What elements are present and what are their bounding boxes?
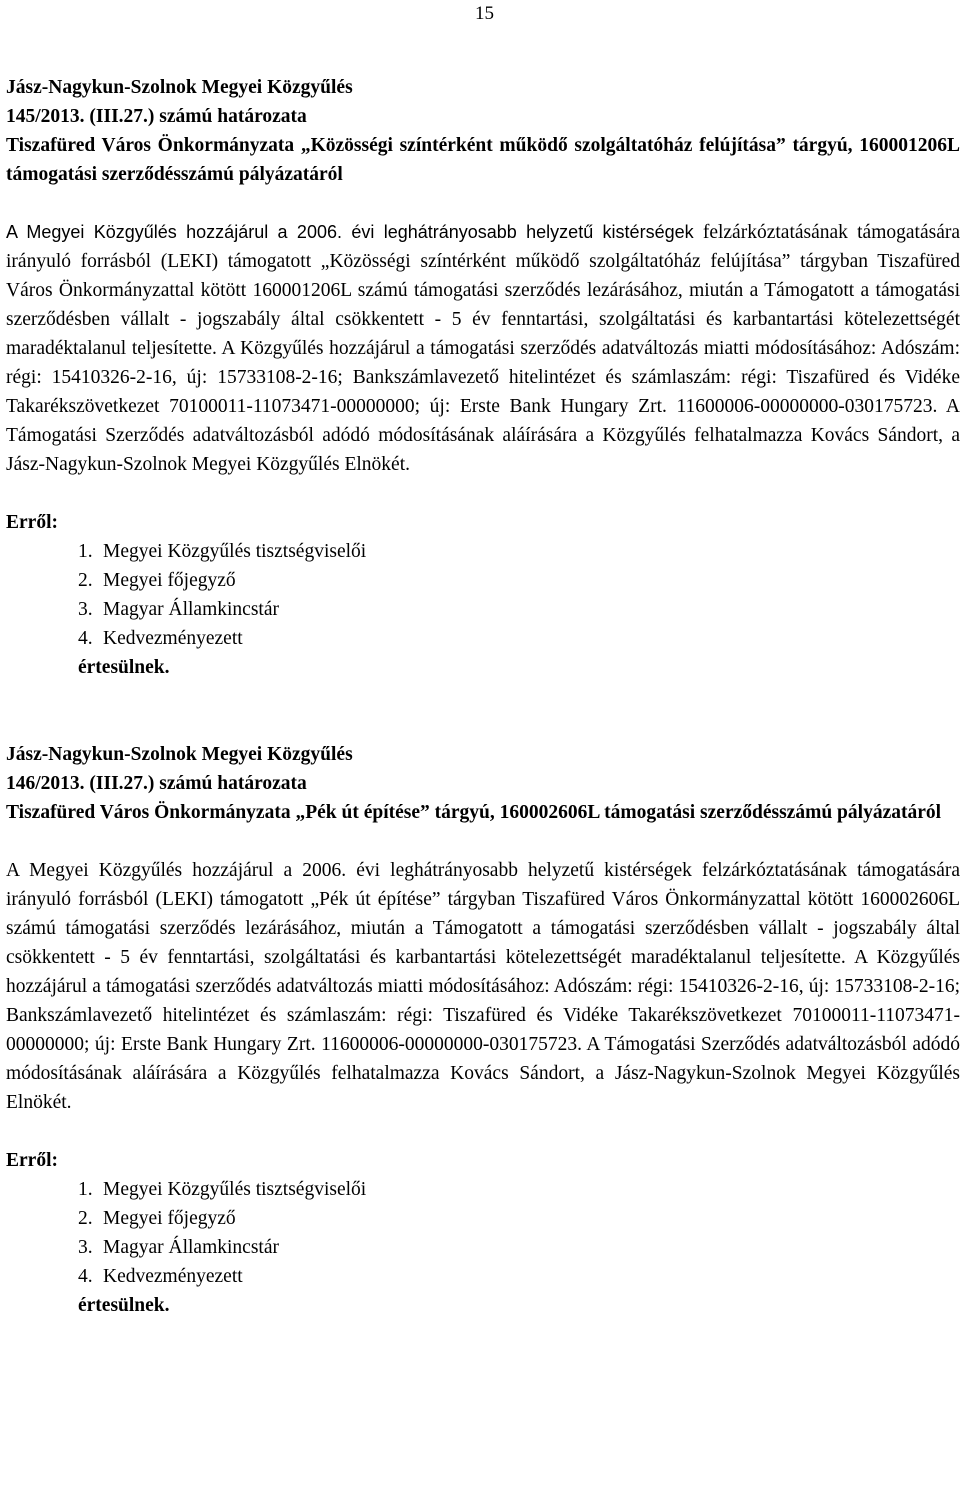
recipient-item (78, 595, 960, 624)
recipient-item (78, 566, 960, 595)
resolution-issuer: Jász-Nagykun-Szolnok Megyei Közgyűlés (6, 77, 353, 98)
resolution-body-rest: A Megyei Közgyűlés hozzájárul a 2006. évi leghátrányosabb helyzetű kistérségek felzárkóztatásának támogatására irányuló forrásból (LEKI) támogatott „Pék út építése” tárgyban Tiszafüred Város Önkormányzattal kötött 160002606L számú támogatási szerződés lezárásához, miután a Támogatott a támogatási szerződésben vállalt - jogszabály által csökkentett - 5 év fenntartási, szolgáltatási és karbantartási kötelezettségét maradéktalanul teljesítette. A Közgyűlés hozzájárul a támogatási szerződés adatváltozás miatti módosításához: Adószám: régi: 15410326-2-16, új: 15733108-2-16; Bankszámlavezető hitelintézet és számlaszám: régi: Tiszafüred és Vidéke Takarékszövetkezet 70100011-11073471-00000000; új: Erste Bank Hungary Zrt. 11600006-00000000-030175723. A Támogatási Szerződés adatváltozásból adódó módosításának aláírására a Közgyűlés felhatalmazza Kovács Sándort, a Jász-Nagykun-Szolnok Megyei Közgyűlés Elnökét. (6, 860, 960, 1113)
recipient-name: Megyei Közgyűlés tisztségviselői (103, 541, 367, 562)
recipient-number: 2. (78, 1208, 93, 1229)
recipient-list (6, 537, 960, 653)
errol-label: Erről: (6, 1150, 58, 1171)
recipient-number: 4. (78, 628, 93, 649)
resolution-body (6, 218, 960, 479)
document-content (6, 73, 960, 1320)
recipient-name: Magyar Államkincstár (103, 599, 279, 620)
resolution-body-rest: felzárkóztatásának támogatására irányuló forrásból (LEKI) támogatott „Közösségi színtérként működő szolgáltatóház felújítása” tárgyban Tiszafüred Város Önkormányzattal kötött 160001206L számú támogatási szerződés lezárásához, miután a Támogatott a támogatási szerződésben vállalt - jogszabály által csökkentett - 5 év fenntartási, szolgáltatási és karbantartási kötelezettségét maradéktalanul teljesítette. A Közgyűlés hozzájárul a támogatási szerződés adatváltozás miatti módosításához: Adószám: régi: 15410326-2-16, új: 15733108-2-16; Bankszámlavezető hitelintézet és számlaszám: régi: Tiszafüred és Vidéke Takarékszövetkezet 70100011-11073471-00000000; új: Erste Bank Hungary Zrt. 11600006-00000000-030175723. A Támogatási Szerződés adatváltozásból adódó módosításának aláírására a Közgyűlés felhatalmazza Kovács Sándort, a Jász-Nagykun-Szolnok Megyei Közgyűlés Elnökét. (6, 222, 960, 475)
recipient-number: 3. (78, 599, 93, 620)
recipient-item (78, 624, 960, 653)
errol-label: Erről: (6, 512, 58, 533)
section-divider-space (6, 682, 960, 740)
recipient-name: Megyei főjegyző (103, 570, 236, 591)
resolution-body (6, 856, 960, 1117)
recipient-item (78, 1204, 960, 1233)
resolution-issuer: Jász-Nagykun-Szolnok Megyei Közgyűlés (6, 744, 353, 765)
recipient-number: 2. (78, 570, 93, 591)
resolution-number: 146/2013. (III.27.) számú határozata (6, 773, 307, 794)
recipient-item (78, 1233, 960, 1262)
recipient-number: 3. (78, 1237, 93, 1258)
recipient-number: 1. (78, 541, 93, 562)
recipient-item (78, 537, 960, 566)
recipient-number: 1. (78, 1179, 93, 1200)
resolution-145 (6, 73, 960, 682)
recipient-number: 4. (78, 1266, 93, 1287)
recipient-name: Kedvezményezett (103, 1266, 243, 1287)
resolution-146 (6, 740, 960, 1320)
notify-label: értesülnek. (78, 657, 170, 678)
page-number: 15 (475, 3, 494, 24)
recipient-name: Kedvezményezett (103, 628, 243, 649)
resolution-subject: Tiszafüred Város Önkormányzata „Közösségi színtérként működő szolgáltatóház felújítása” tárgyú, 160001206L támogatási szerződésszámú pályázatáról (6, 135, 960, 185)
resolution-body-lead: A Megyei Közgyűlés hozzájárul a 2006. évi leghátrányosabb helyzetű kistérségek (6, 222, 694, 242)
resolution-subject: Tiszafüred Város Önkormányzata „Pék út építése” tárgyú, 160002606L támogatási szerződésszámú pályázatáról (6, 802, 942, 823)
recipient-list (6, 1175, 960, 1291)
recipient-item (78, 1262, 960, 1291)
notify-label: értesülnek. (78, 1295, 170, 1316)
recipient-name: Megyei Közgyűlés tisztségviselői (103, 1179, 367, 1200)
recipient-name: Magyar Államkincstár (103, 1237, 279, 1258)
resolution-number: 145/2013. (III.27.) számú határozata (6, 106, 307, 127)
recipient-item (78, 1175, 960, 1204)
recipient-name: Megyei főjegyző (103, 1208, 236, 1229)
